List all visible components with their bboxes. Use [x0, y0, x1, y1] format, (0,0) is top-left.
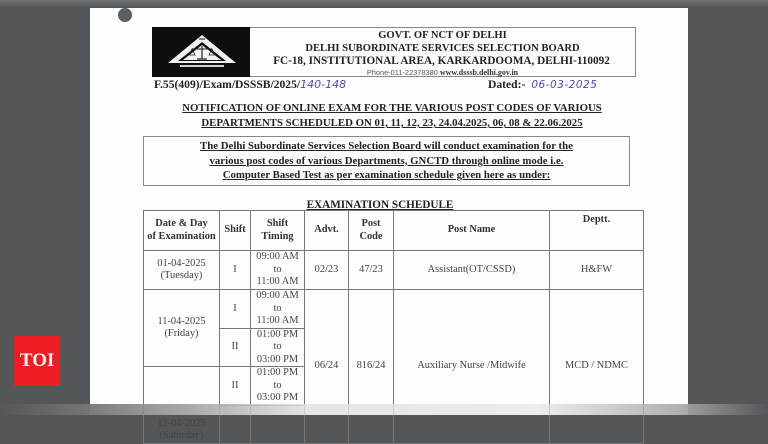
cell-shift: II: [220, 328, 251, 367]
header-phone: Phone-011-22378380: [366, 67, 438, 77]
toi-watermark-logo: TOI: [14, 336, 60, 386]
intro-line2: various post codes of various Departments, GNCTD through online mode i.e.: [209, 154, 564, 167]
dsssb-logo-icon: [152, 27, 250, 77]
notification-title-line1: NOTIFICATION OF ONLINE EXAM FOR THE VARIOUS POST CODES OF VARIOUS: [182, 102, 602, 114]
intro-box: [143, 136, 630, 186]
intro-line1: The Delhi Subordinate Services Selection Board will conduct examination for the: [200, 140, 573, 152]
viewer-top-shadow: [0, 0, 768, 8]
col-post-code: Post Code: [349, 211, 394, 251]
cell-deptt: MCD / NDMC: [550, 290, 644, 444]
cell-advt: 06/24: [305, 290, 349, 444]
cell-deptt: H&FW: [550, 251, 644, 290]
notification-title: [142, 101, 642, 131]
cell-post-code: 47/23: [349, 251, 394, 290]
cell-timing: 09:00 AM to 11:00 AM: [251, 290, 305, 329]
cell-post-name: Assistant(OT/CSSD): [394, 251, 550, 290]
notification-title-line2: DEPARTMENTS SCHEDULED ON 01, 11, 12, 23, 24.04.2025, 06, 08 & 22.06.2025: [201, 117, 583, 129]
header-address: FC-18, INSTITUTIONAL AREA, KARKARDOOMA, DELHI-110092: [273, 55, 610, 68]
header-govt: GOVT. OF NCT OF DELHI: [378, 30, 507, 41]
cell-timing: 01:00 PM to 03:00 PM: [251, 367, 305, 406]
col-post-name: Post Name: [394, 211, 550, 251]
dated-label: Dated:-: [488, 78, 526, 91]
cell-date: 12-04-2025 (Saturday): [144, 367, 220, 444]
schedule-title: EXAMINATION SCHEDULE: [306, 199, 454, 211]
col-deptt: Deptt.: [550, 211, 644, 251]
viewer-bottom-fade: [0, 404, 768, 415]
col-shift: Shift: [220, 211, 251, 251]
file-number-handwritten: 140-148: [300, 78, 347, 91]
dated-handwritten: 06-03-2025: [531, 79, 598, 91]
header-board: DELHI SUBORDINATE SERVICES SELECTION BOARD: [305, 42, 580, 54]
cell-shift: I: [220, 290, 251, 329]
col-advt: Advt.: [305, 211, 349, 251]
table-header-row: [144, 211, 644, 251]
col-timing: Shift Timing: [251, 211, 305, 251]
file-number: F.55(409)/Exam/DSSSB/2025/: [154, 78, 301, 91]
cell-shift: II: [220, 367, 251, 406]
file-reference: [154, 78, 346, 91]
punch-hole: [118, 8, 132, 22]
cell-shift: I: [220, 251, 251, 290]
table-row: [144, 290, 644, 329]
col-date: Date & Day of Examination: [144, 211, 220, 251]
cell-timing: 01:00 PM to 03:00 PM: [251, 328, 305, 367]
cell-timing: 09:00 AM to 11:00 AM: [251, 251, 305, 290]
cell-date: 01-04-2025 (Tuesday): [144, 251, 220, 290]
document-page: [90, 8, 688, 441]
header-website: www.dsssb.delhi.gov.in: [439, 67, 519, 77]
cell-post-code: 816/24: [349, 290, 394, 444]
intro-line3: Computer Based Test as per examination schedule given here as under:: [222, 169, 551, 181]
header-contact: [250, 68, 635, 78]
dated: [488, 78, 597, 91]
cell-post-name: Auxiliary Nurse /Midwife: [394, 290, 550, 444]
cell-date: 11-04-2025 (Friday): [144, 290, 220, 367]
table-row: [144, 251, 644, 290]
cell-advt: 02/23: [305, 251, 349, 290]
letterhead: [152, 27, 636, 77]
